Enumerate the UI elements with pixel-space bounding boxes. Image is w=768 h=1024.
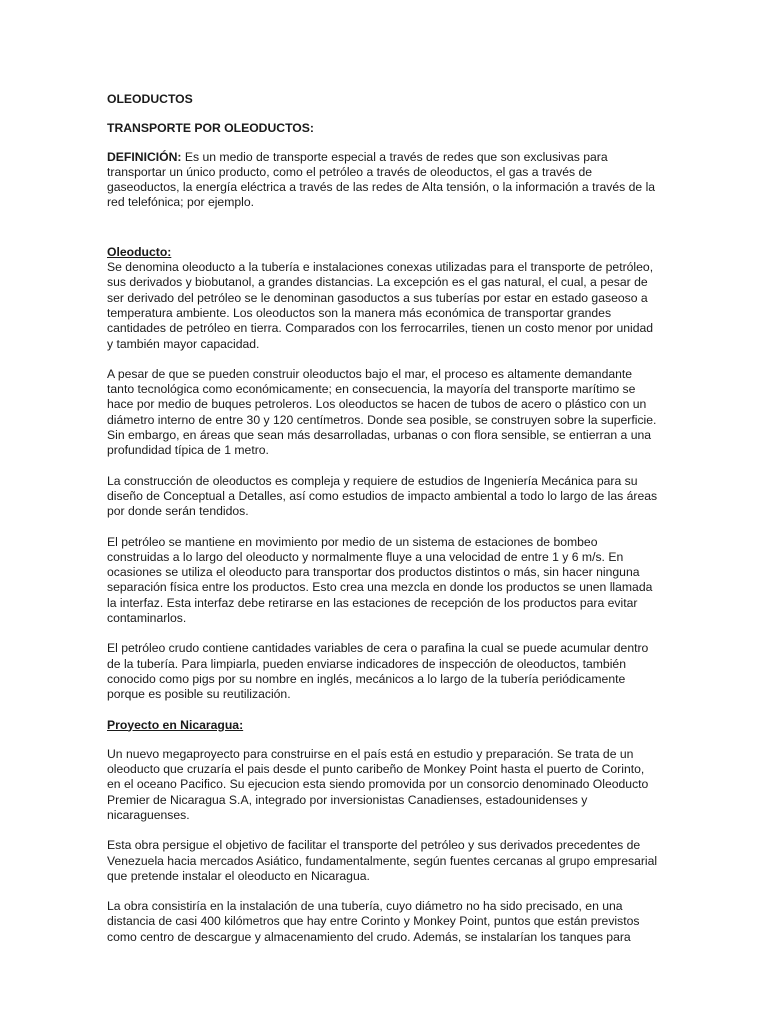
definicion-label: DEFINICIÓN: bbox=[107, 149, 182, 164]
nicaragua-paragraph-3: La obra consistiría en la instalación de una tubería, cuyo diámetro no ha sido precisado, en una distancia de casi 400 kilómetros que hay entre Corinto y Monkey Point, puntos que están previstos como centro de descargue y almacenamiento del crudo. Además, se instalarían los tanques para bbox=[107, 899, 640, 944]
definicion-paragraph bbox=[107, 150, 659, 211]
document-title: OLEODUCTOS bbox=[107, 92, 193, 106]
oleoducto-paragraph-2: A pesar de que se pueden construir oleoductos bajo el mar, el proceso es altamente demandante tanto tecnológica como económicamente; en consecuencia, la mayoría del transporte marítimo se hace por medio de buques petroleros. Los oleoductos se hacen de tubos de acero o plástico con un diámetro interno de entre 30 y 120 centímetros. Donde sea posible, se construyen sobre la superficie. Sin embargo, en áreas que sean más desarrolladas, urbanas o con flora sensible, se entierran a una profundidad típica de 1 metro. bbox=[107, 366, 657, 458]
nicaragua-heading: Proyecto en Nicaragua: bbox=[107, 717, 244, 732]
oleoducto-paragraph-4: El petróleo se mantiene en movimiento por medio de un sistema de estaciones de bombeo construidas a lo largo del oleoducto y normalmente fluye a una velocidad de entre 1 y 6 m/s. En ocasiones se utiliza el oleoducto para transportar dos productos distintos o más, sin hacer ninguna separación física entre los productos. Esto crea una mezcla en donde los productos se unen llamada la interfaz. Esta interfaz debe retirarse en las estaciones de recepción de los productos para evitar contaminarlos. bbox=[107, 534, 653, 626]
oleoducto-paragraph-5: El petróleo crudo contiene cantidades variables de cera o parafina la cual se puede acumular dentro de la tubería. Para limpiarla, pueden enviarse indicadores de inspección de oleoductos, también conocido como pigs por su nombre en inglés, mecánicos a lo largo de la tubería periódicamente porque es posible su reutilización. bbox=[107, 641, 649, 702]
document-page bbox=[107, 92, 659, 960]
nicaragua-paragraph-1: Un nuevo megaproyecto para construirse en el país está en estudio y preparación. Se trata de un oleoducto que cruzaría el pais desde el punto caribeño de Monkey Point hasta el puerto de Corinto, en el oceano Pacifico. Su ejecucion esta siendo promovida por un consorcio denominado Oleoducto Premier de Nicaragua S.A, integrado por inversionistas Canadienses, estadounidenses y nicaraguenses. bbox=[107, 746, 649, 822]
oleoducto-heading: Oleoducto: bbox=[107, 244, 172, 259]
definicion-text: Es un medio de transporte especial a través de redes que son exclusivas para transportar un único producto, como el petróleo a través de oleoductos, el gas a través de gaseoductos, la energía eléctrica a través de las redes de Alta tensión, o la información a través de la red telefónica; por ejemplo. bbox=[107, 149, 656, 210]
oleoducto-paragraph-3: La construcción de oleoductos es compleja y requiere de estudios de Ingeniería Mecánica para su diseño de Conceptual a Detalles, así como estudios de impacto ambiental a todo lo largo de las áreas por donde serán tendidos. bbox=[107, 473, 658, 519]
nicaragua-paragraph-2: Esta obra persigue el objetivo de facilitar el transporte del petróleo y sus derivados precedentes de Venezuela hacia mercados Asiático, fundamentalmente, según fuentes cercanas al grupo empresarial que pretende instalar el oleoducto en Nicaragua. bbox=[107, 838, 658, 883]
oleoducto-paragraph-1: Se denomina oleoducto a la tubería e instalaciones conexas utilizadas para el transporte de petróleo, sus derivados y biobutanol, a grandes distancias. La excepción es el gas natural, el cual, a pesar de ser derivado del petróleo se le denominan gasoductos a sus tuberías por estar en estado gaseoso a temperatura ambiente. Los oleoductos son la manera más económica de transportar grandes cantidades de petróleo en tierra. Comparados con los ferrocarriles, tienen un costo menor por unidad y también mayor capacidad. bbox=[107, 260, 654, 351]
document-subtitle: TRANSPORTE POR OLEODUCTOS: bbox=[107, 121, 314, 136]
